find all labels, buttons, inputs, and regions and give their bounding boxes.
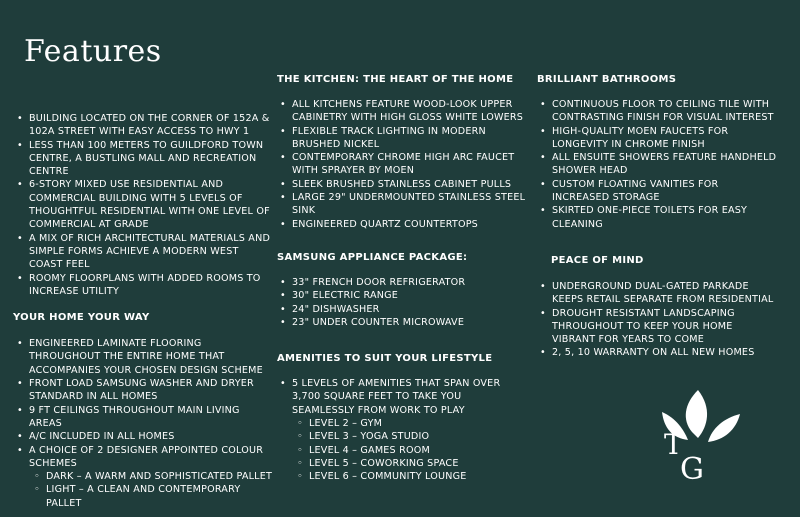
list-item: • ALL KITCHENS FEATURE WOOD-LOOK UPPER CABINETRY WITH HIGH GLOSS WHITE LOWERS [277, 98, 527, 125]
list-item: • LESS THAN 100 METERS TO GUILDFORD TOWN CENTRE, A BUSTLING MALL AND RECREATION CENTRE [14, 139, 272, 179]
list-item: • DROUGHT RESISTANT LANDSCAPING THROUGHOUT TO KEEP YOUR HOME VIBRANT FOR YEARS TO COME [537, 307, 777, 347]
sub-list-item: ◦ LEVEL 4 – GAMES ROOM [277, 444, 527, 457]
list-item: • 2, 5, 10 WARRANTY ON ALL NEW HOMES [537, 346, 777, 359]
list-item: • FLEXIBLE TRACK LIGHTING IN MODERN BRUSHED NICKEL [277, 125, 527, 152]
peace-list [537, 280, 777, 360]
kitchen-list [277, 98, 527, 231]
bathrooms-list [537, 98, 777, 231]
logo-letter-g: G [680, 452, 704, 487]
list-item: • SKIRTED ONE-PIECE TOILETS FOR EASY CLEANING [537, 204, 777, 231]
section-heading-your-home: YOUR HOME YOUR WAY [13, 312, 150, 324]
page-title: Features [24, 34, 162, 69]
column-bathrooms-peace [537, 73, 777, 360]
list-item: • ENGINEERED QUARTZ COUNTERTOPS [277, 218, 527, 231]
sub-list-item: ◦ DARK – A WARM AND SOPHISTICATED PALLET [14, 470, 272, 483]
list-item: • LARGE 29" UNDERMOUNTED STAINLESS STEEL SINK [277, 191, 527, 218]
list-item: • ROOMY FLOORPLANS WITH ADDED ROOMS TO INCREASE UTILITY [14, 272, 272, 299]
list-item: • A CHOICE OF 2 DESIGNER APPOINTED COLOUR SCHEMES [14, 444, 272, 471]
list-item: • 30" ELECTRIC RANGE [277, 289, 527, 302]
sub-list-item: ◦ LEVEL 2 – GYM [277, 417, 527, 430]
intro-list [14, 112, 272, 298]
list-item: • 23" UNDER COUNTER MICROWAVE [277, 316, 527, 329]
column-kitchen-amenities [277, 73, 527, 484]
list-item: • 24" DISHWASHER [277, 303, 527, 316]
section-heading-amenities: AMENITIES TO SUIT YOUR LIFESTYLE [277, 353, 493, 365]
section-heading-peace: PEACE OF MIND [551, 254, 644, 266]
list-item: • SLEEK BRUSHED STAINLESS CABINET PULLS [277, 178, 527, 191]
list-item: • BUILDING LOCATED ON THE CORNER OF 152A & 102A STREET WITH EASY ACCESS TO HWY 1 [14, 112, 272, 139]
list-item: • 5 LEVELS OF AMENITIES THAT SPAN OVER 3,700 SQUARE FEET TO TAKE YOU SEAMLESSLY FROM WORK TO PLAY [277, 377, 527, 417]
list-item: • 33" FRENCH DOOR REFRIGERATOR [277, 276, 527, 289]
amenities-list [277, 377, 527, 483]
list-item: • HIGH-QUALITY MOEN FAUCETS FOR LONGEVITY IN CHROME FINISH [537, 125, 777, 152]
sub-list-item: ◦ LEVEL 6 – COMMUNITY LOUNGE [277, 470, 527, 483]
list-item: • 9 FT CEILINGS THROUGHOUT MAIN LIVING AREAS [14, 404, 272, 431]
list-item: • 6-STORY MIXED USE RESIDENTIAL AND COMMERCIAL BUILDING WITH 5 LEVELS OF THOUGHTFUL RESIDENTIAL WITH ONE LEVEL OF COMMERCIAL AT GRADE [14, 178, 272, 231]
list-item: • UNDERGROUND DUAL-GATED PARKADE KEEPS RETAIL SEPARATE FROM RESIDENTIAL [537, 280, 777, 307]
section-heading-kitchen: THE KITCHEN: THE HEART OF THE HOME [277, 74, 514, 85]
list-item: • A MIX OF RICH ARCHITECTURAL MATERIALS AND SIMPLE FORMS ACHIEVE A MODERN WEST COAST FEEL [14, 232, 272, 272]
list-item: • FRONT LOAD SAMSUNG WASHER AND DRYER STANDARD IN ALL HOMES [14, 377, 272, 404]
list-item: • ALL ENSUITE SHOWERS FEATURE HANDHELD SHOWER HEAD [537, 151, 777, 178]
sub-list-item: ◦ LIGHT – A CLEAN AND CONTEMPORARY PALLET [14, 483, 272, 510]
logo-letter-t: T [664, 428, 683, 461]
sub-list-item: ◦ LEVEL 5 – COWORKING SPACE [277, 457, 527, 470]
list-item: • CUSTOM FLOATING VANITIES FOR INCREASED STORAGE [537, 178, 777, 205]
section-heading-bathrooms: BRILLIANT BATHROOMS [537, 74, 677, 85]
list-item: • ENGINEERED LAMINATE FLOORING THROUGHOUT THE ENTIRE HOME THAT ACCOMPANIES YOUR CHOSEN DESIGN SCHEME [14, 337, 272, 377]
your-home-list [14, 337, 272, 510]
list-item: • A/C INCLUDED IN ALL HOMES [14, 430, 272, 443]
list-item: • CONTINUOUS FLOOR TO CEILING TILE WITH CONTRASTING FINISH FOR VISUAL INTEREST [537, 98, 777, 125]
section-heading-samsung: SAMSUNG APPLIANCE PACKAGE: [277, 251, 468, 263]
samsung-list [277, 276, 527, 329]
list-item: • CONTEMPORARY CHROME HIGH ARC FAUCET WITH SPRAYER BY MOEN [277, 151, 527, 178]
column-general [14, 112, 272, 510]
sub-list-item: ◦ LEVEL 3 – YOGA STUDIO [277, 430, 527, 443]
